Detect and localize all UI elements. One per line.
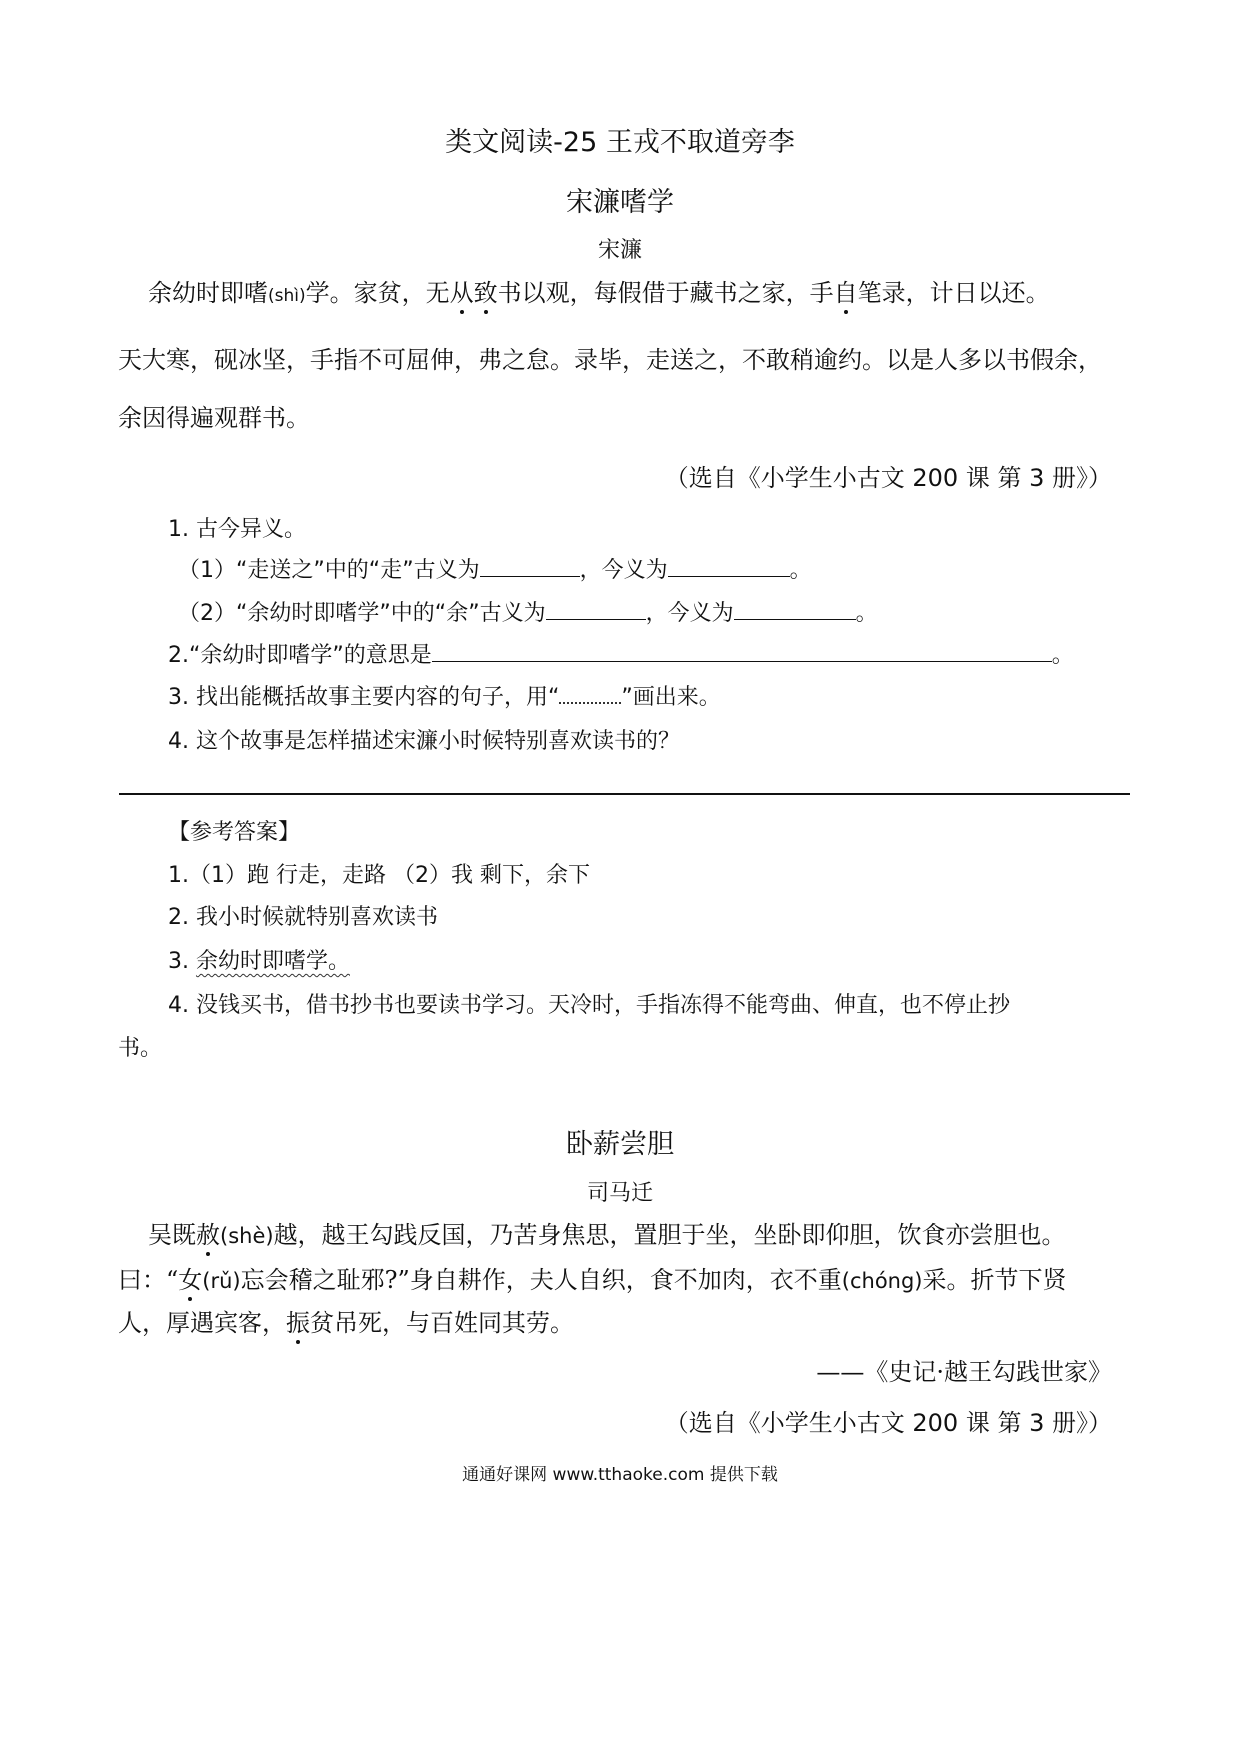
- answer-3: 3. 余幼时即嗜学。: [168, 949, 350, 974]
- story1-paragraph-line2: 天大寒，砚冰坚，手指不可屈伸，弗之怠。录毕，走送之，不敢稍逾约。以是人多以书假余，: [118, 346, 1102, 374]
- question-1: 1. 古今异义。: [168, 517, 306, 542]
- question-3: 3. 找出能概括故事主要内容的句子，用“ ”画出来。: [168, 685, 721, 710]
- dotted-char: 振: [286, 1303, 310, 1338]
- answer-line: [119, 793, 1130, 795]
- wavy-underlined-answer: 余幼时即嗜学。: [195, 949, 350, 974]
- story1-source: （选自《小学生小古文 200 课 第 3 册》）: [664, 464, 1112, 492]
- dotted-char: 致: [474, 273, 498, 308]
- answer-blank: [432, 639, 1052, 662]
- answer-1: 1.（1）跑 行走，走路 （2）我 剩下，余下: [168, 863, 590, 888]
- answer-blank: [546, 597, 646, 620]
- wavy-line-sample: [559, 684, 621, 704]
- answer-2: 2. 我小时候就特别喜欢读书: [168, 905, 438, 930]
- answer-blank: [734, 597, 856, 620]
- page-heading: 类文阅读-25 王戎不取道旁李: [445, 127, 795, 158]
- page-footer: 通通好课网 www.tthaoke.com 提供下载: [462, 1465, 778, 1485]
- dotted-char: 从: [450, 273, 474, 308]
- story1-paragraph-line3: 余因得遍观群书。: [118, 404, 310, 432]
- question-4: 4. 这个故事是怎样描述宋濂小时候特别喜欢读书的？: [168, 729, 680, 754]
- story2-author: 司马迁: [586, 1181, 653, 1206]
- question-2: 2.“余幼时即嗜学”的意思是 。: [168, 638, 1074, 669]
- answer-label: 【参考答案】: [168, 820, 301, 845]
- pinyin-shi: (shì): [268, 286, 306, 306]
- story2-attribution: ——《史记·越王勾践世家》: [816, 1358, 1112, 1386]
- story2-source: （选自《小学生小古文 200 课 第 3 册》）: [664, 1409, 1112, 1437]
- dotted-char: 女: [178, 1260, 202, 1295]
- question-1-1: （1）“走送之”中的“走”古义为 ，今义为 。: [178, 553, 812, 584]
- question-1-2: （2）“余幼时即嗜学”中的“余”古义为 ，今义为 。: [178, 596, 878, 627]
- dotted-char: 赦: [196, 1215, 220, 1250]
- answer-blank: [480, 554, 580, 577]
- answer-4-line2: 书。: [118, 1036, 163, 1061]
- answer-4-line1: 4. 没钱买书，借书抄书也要读书学习。天冷时，手指冻得不能弯曲、伸直，也不停止抄: [168, 993, 1010, 1018]
- story2-line1: 吴既赦(shè)越，越王勾践反国，乃苦身焦思，置胆于坐，坐卧即仰胆，饮食亦尝胆也。: [148, 1215, 1066, 1250]
- story2-title: 卧薪尝胆: [566, 1129, 674, 1160]
- story1-paragraph-line1: 余幼时即嗜(shì)学。家贫，无从致书以观，每假借于藏书之家，手自笔录，计日以还。: [148, 273, 1050, 308]
- dotted-char: 自: [834, 273, 858, 308]
- story1-title: 宋濂嗜学: [566, 187, 674, 218]
- answer-blank: [668, 554, 790, 577]
- story2-line3: 人，厚遇宾客，振贫吊死，与百姓同其劳。: [118, 1303, 574, 1338]
- story1-author: 宋濂: [597, 238, 642, 263]
- story2-line2: 曰：“女(rǔ)忘会稽之耻邪?”身自耕作，夫人自织，食不加肉，衣不重(chóng)采。折节下贤: [118, 1260, 1067, 1295]
